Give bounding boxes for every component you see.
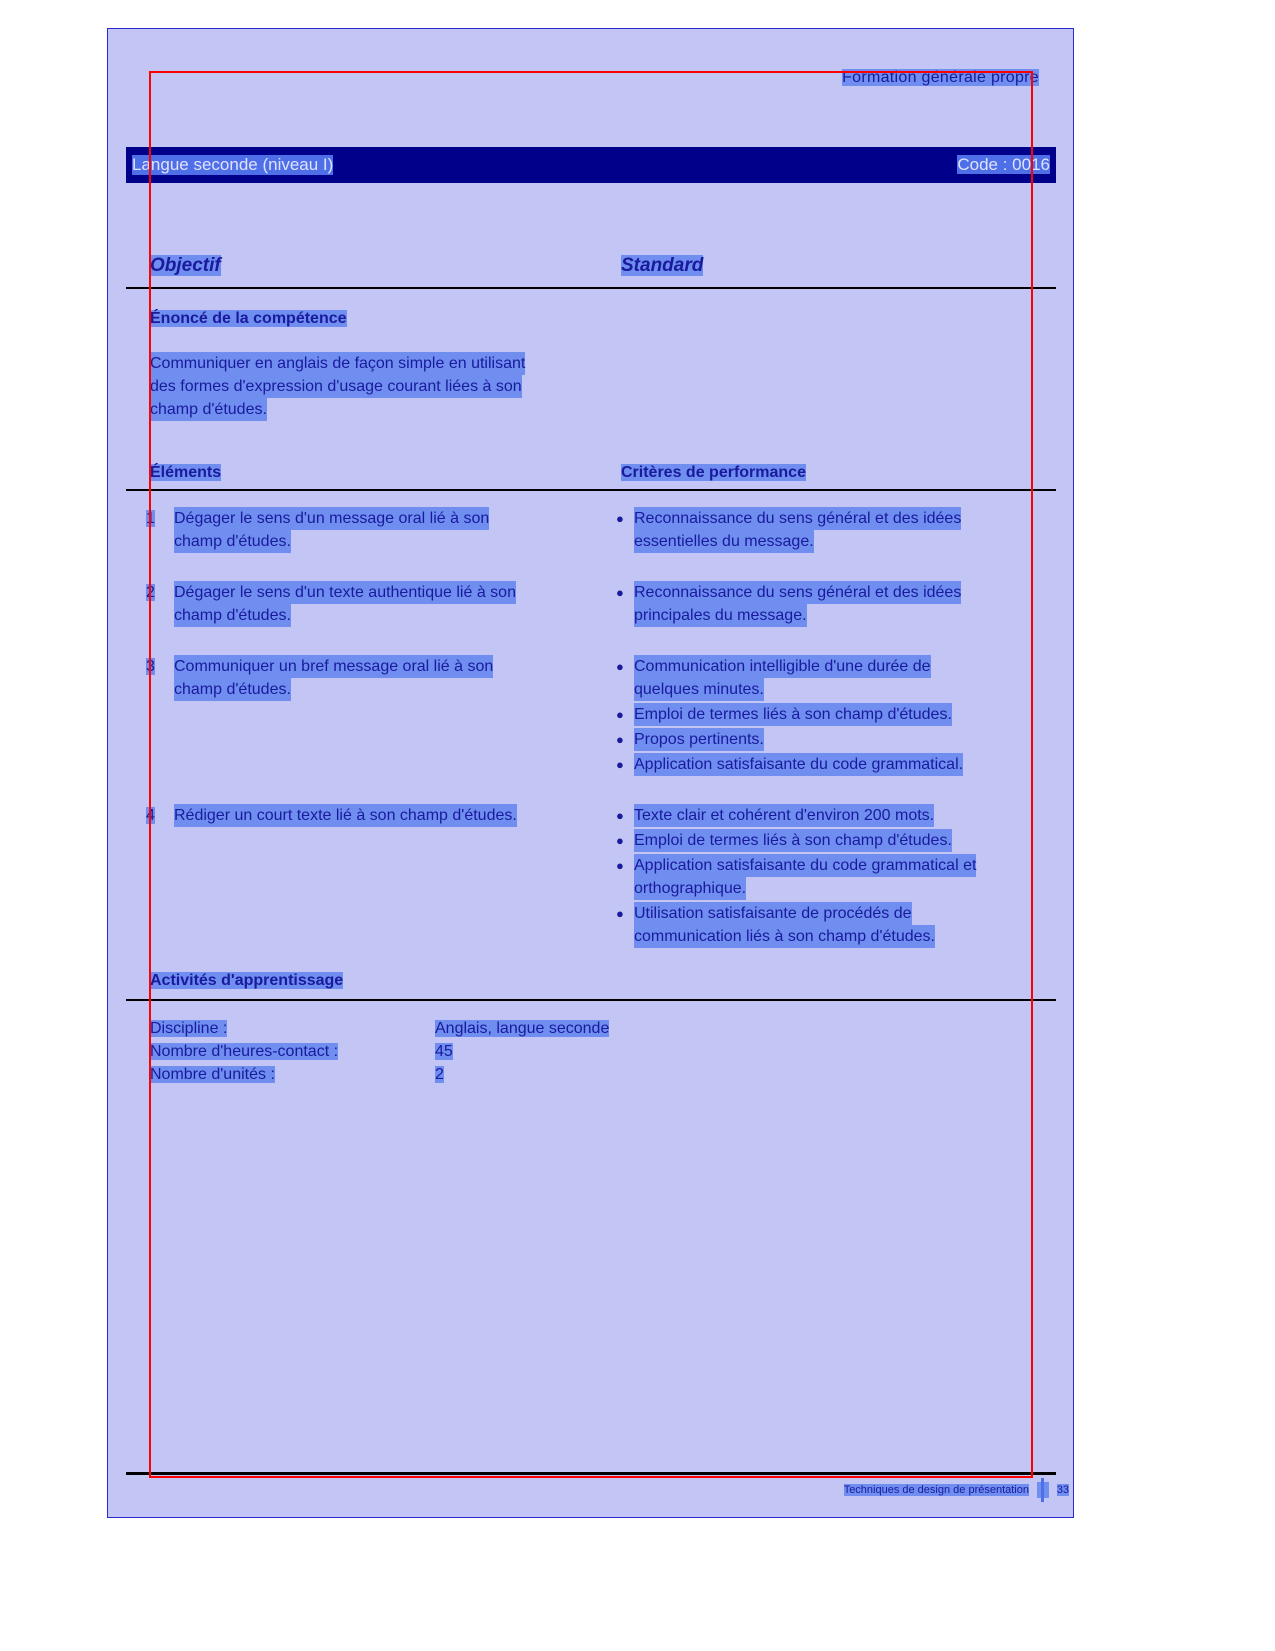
criteria-cell: [616, 804, 1056, 950]
bullet-icon: ●: [616, 906, 624, 921]
detail-row: Discipline : Anglais, langue seconde: [150, 1020, 610, 1037]
criteria-cell: [616, 655, 1056, 778]
table-row: [146, 655, 1056, 778]
divider-2: [126, 489, 1056, 491]
element-text: Dégager le sens d'un texte authentique lié à son champ d'études.: [174, 581, 616, 627]
document-content: [108, 29, 1075, 1519]
criteres-heading: Critères de performance: [621, 464, 806, 481]
enonce-heading: Énoncé de la compétence: [150, 310, 347, 327]
element-number: 1: [146, 510, 155, 527]
objectif-header: Objectif: [150, 255, 221, 276]
criteria-item: ● Propos pertinents.: [616, 728, 1056, 751]
header-text: Formation générale propre: [842, 69, 1039, 86]
enonce-line: des formes d'expression d'usage courant liées à son: [150, 375, 522, 398]
detail-row: Nombre d'heures-contact : 45: [150, 1043, 453, 1060]
criteria-item: ● Reconnaissance du sens général et des idées essentielles du message.: [616, 507, 1056, 553]
competency-table: [146, 507, 1056, 970]
bullet-icon: ●: [616, 858, 624, 873]
element-cell: [146, 655, 616, 778]
element-number: 4: [146, 807, 155, 824]
criteria-item: ● Communication intelligible d'une durée de quelques minutes.: [616, 655, 1056, 701]
objectif-standard-header: [150, 255, 1056, 283]
bullet-icon: ●: [616, 659, 624, 674]
standard-header: Standard: [621, 255, 704, 276]
page-footer: [108, 1484, 1075, 1506]
criteria-item: ● Reconnaissance du sens général et des idées principales du message.: [616, 581, 1056, 627]
element-cell: [146, 804, 616, 950]
criteria-item: ● Texte clair et cohérent d'environ 200 mots.: [616, 804, 1056, 827]
element-cell: [146, 581, 616, 629]
table-row: [146, 581, 1056, 629]
criteria-cell: [616, 581, 1056, 629]
course-title: Langue seconde (niveau I): [132, 155, 334, 174]
enonce-body: [150, 352, 630, 421]
element-cell: [146, 507, 616, 555]
activites-details: [150, 1017, 609, 1086]
table-row: [146, 507, 1056, 555]
criteria-item: ● Utilisation satisfaisante de procédés de communication liés à son champ d'études.: [616, 902, 1056, 948]
course-code: [957, 155, 1050, 175]
bullet-icon: ●: [616, 833, 624, 848]
course-code-label: Code :: [957, 155, 1013, 174]
divider-4: [126, 1472, 1056, 1475]
course-code-value: 0016: [1012, 155, 1050, 174]
element-number: 2: [146, 584, 155, 601]
elements-heading: Éléments: [150, 464, 222, 481]
page-number: 33: [1056, 1484, 1069, 1496]
detail-row: Nombre d'unités : 2: [150, 1066, 444, 1083]
element-text: Communiquer un bref message oral lié à son champ d'études.: [174, 655, 616, 701]
page-header: [842, 69, 1039, 87]
document-page: [107, 28, 1074, 1518]
bullet-icon: ●: [616, 707, 624, 722]
criteria-item: ● Emploi de termes liés à son champ d'études.: [616, 829, 1056, 852]
text-cursor-marker: [1037, 1482, 1049, 1498]
bullet-icon: ●: [616, 732, 624, 747]
criteria-item: ● Application satisfaisante du code grammatical.: [616, 753, 1056, 776]
bullet-icon: ●: [616, 808, 624, 823]
bullet-icon: ●: [616, 585, 624, 600]
bullet-icon: ●: [616, 511, 624, 526]
activites-heading: Activités d'apprentissage: [150, 972, 344, 989]
table-row: [146, 804, 1056, 950]
criteria-item: ● Application satisfaisante du code grammatical et orthographique.: [616, 854, 1056, 900]
bullet-icon: ●: [616, 757, 624, 772]
divider-3: [126, 999, 1056, 1001]
course-title-band: [126, 147, 1056, 183]
criteria-cell: [616, 507, 1056, 555]
divider-1: [126, 287, 1056, 289]
footer-text: Techniques de design de présentation: [843, 1484, 1029, 1496]
element-text: Dégager le sens d'un message oral lié à son champ d'études.: [174, 507, 616, 553]
enonce-line: Communiquer en anglais de façon simple en utilisant: [150, 352, 525, 375]
criteria-item: ● Emploi de termes liés à son champ d'études.: [616, 703, 1056, 726]
element-number: 3: [146, 658, 155, 675]
element-text: Rédiger un court texte lié à son champ d'études.: [174, 804, 616, 827]
enonce-line: champ d'études.: [150, 398, 267, 421]
